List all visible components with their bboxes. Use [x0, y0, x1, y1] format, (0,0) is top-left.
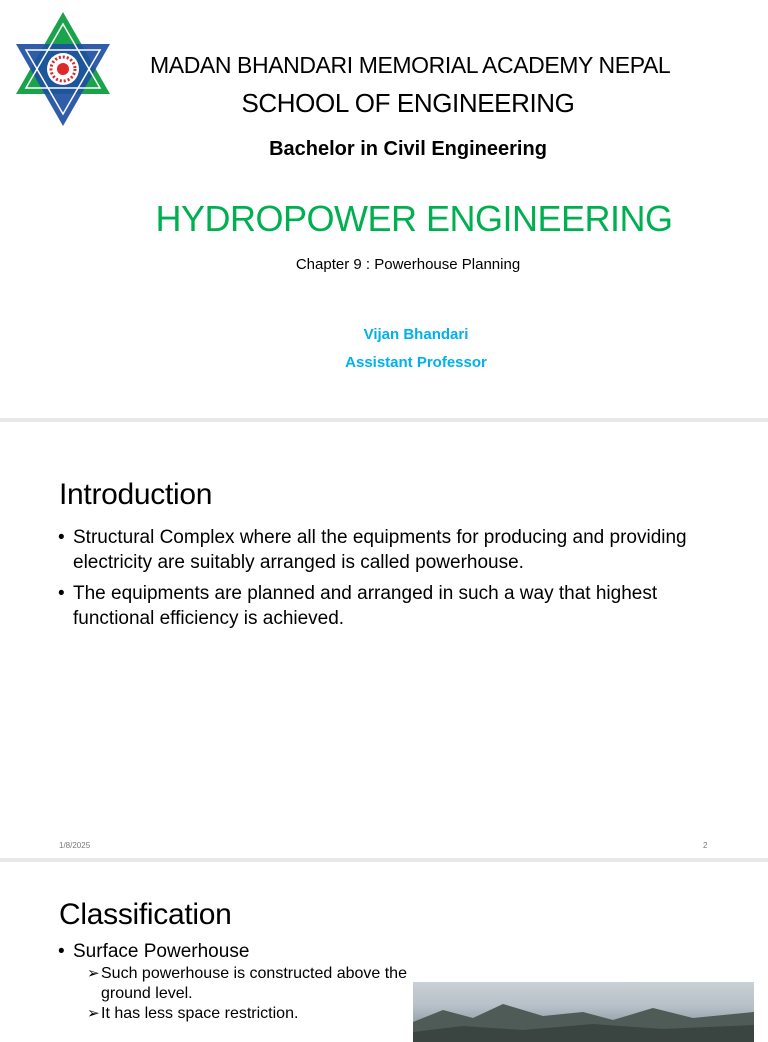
slide-heading: Introduction [59, 478, 213, 511]
slide-divider [0, 858, 768, 862]
bullet-item: • The equipments are planned and arranged in such a way that highest functional efficiency is achieved. [58, 581, 728, 631]
author-name: Vijan Bhandari [363, 326, 469, 343]
powerhouse-photo [413, 982, 754, 1042]
introduction-slide [0, 420, 768, 860]
classification-slide [0, 860, 768, 1024]
slide-divider [0, 418, 768, 422]
chapter-title: Chapter 9 : Powerhouse Planning [295, 256, 521, 273]
bullet-item: Surface Powerhouse [73, 941, 250, 962]
title-slide [0, 0, 768, 420]
institution-name: MADAN BHANDARI MEMORIAL ACADEMY NEPAL [150, 52, 671, 78]
sub-bullet-item: ➢ Such powerhouse is constructed above the ground level. [73, 964, 408, 1004]
sub-bullet-item: ➢ It has less space restriction. [73, 1004, 408, 1024]
school-name: SCHOOL OF ENGINEERING [241, 88, 575, 118]
slide-page-number: 2 [703, 841, 708, 850]
bullet-list [58, 525, 728, 637]
mountain-landscape-image [413, 982, 754, 1042]
sub-bullet-list [73, 964, 408, 1024]
slide-date: 1/8/2025 [59, 841, 91, 850]
course-title: HYDROPOWER ENGINEERING [155, 198, 673, 239]
bullet-item: • Structural Complex where all the equipments for producing and providing electricity are suitably arranged is called powerhouse. [58, 525, 728, 575]
program-name: Bachelor in Civil Engineering [269, 138, 547, 160]
bullet-list [58, 939, 408, 1026]
slide-heading: Classification [59, 898, 232, 931]
author-title: Assistant Professor [345, 354, 487, 371]
